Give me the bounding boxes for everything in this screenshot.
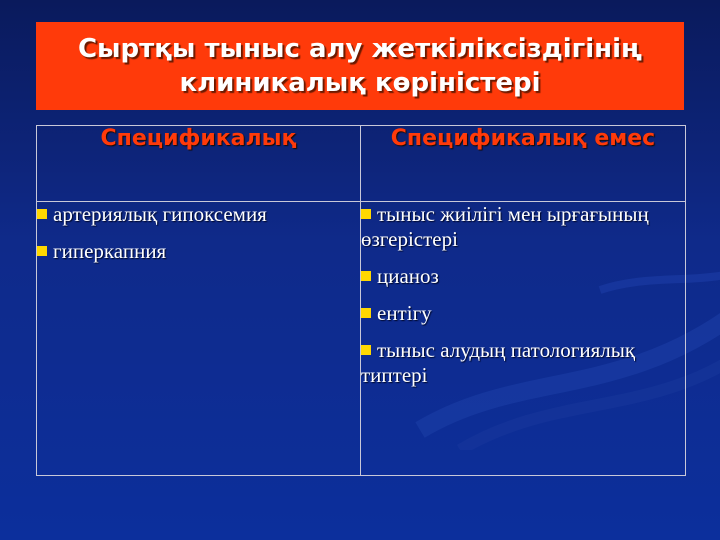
list-item <box>361 264 685 289</box>
list-item-text: гиперкапния <box>53 239 167 263</box>
square-bullet-icon <box>361 345 371 355</box>
square-bullet-icon <box>37 209 47 219</box>
slide-title-line-1: Сыртқы тыныс алу жеткіліксіздігінің <box>77 34 643 64</box>
slide-title-box <box>36 22 684 110</box>
square-bullet-icon <box>361 209 371 219</box>
list-item-text: артериялық гипоксемия <box>53 202 267 226</box>
nonspecific-cell <box>361 202 686 476</box>
square-bullet-icon <box>361 271 371 281</box>
header-nonspecific <box>361 126 686 202</box>
header-specific-label: Спецификалық <box>100 126 297 151</box>
slide-title-line-2: клиникалық көріністері <box>179 68 541 98</box>
list-item-text: тыныс алудың патологиялық типтері <box>361 338 636 387</box>
table-body-row <box>37 202 686 476</box>
list-item-text: ентігу <box>377 301 432 325</box>
list-item <box>361 202 685 252</box>
square-bullet-icon <box>361 308 371 318</box>
list-item <box>361 301 685 326</box>
header-nonspecific-label: Спецификалық емес <box>390 126 656 151</box>
table-header-row <box>37 126 686 202</box>
list-item <box>361 338 685 388</box>
list-item-text: цианоз <box>377 264 439 288</box>
header-specific <box>37 126 361 202</box>
manifestations-table <box>36 125 686 476</box>
specific-cell <box>37 202 361 476</box>
list-item <box>37 239 360 264</box>
list-item <box>37 202 360 227</box>
list-item-text: тыныс жиілігі мен ырғағының өзгерістері <box>361 202 649 251</box>
square-bullet-icon <box>37 246 47 256</box>
